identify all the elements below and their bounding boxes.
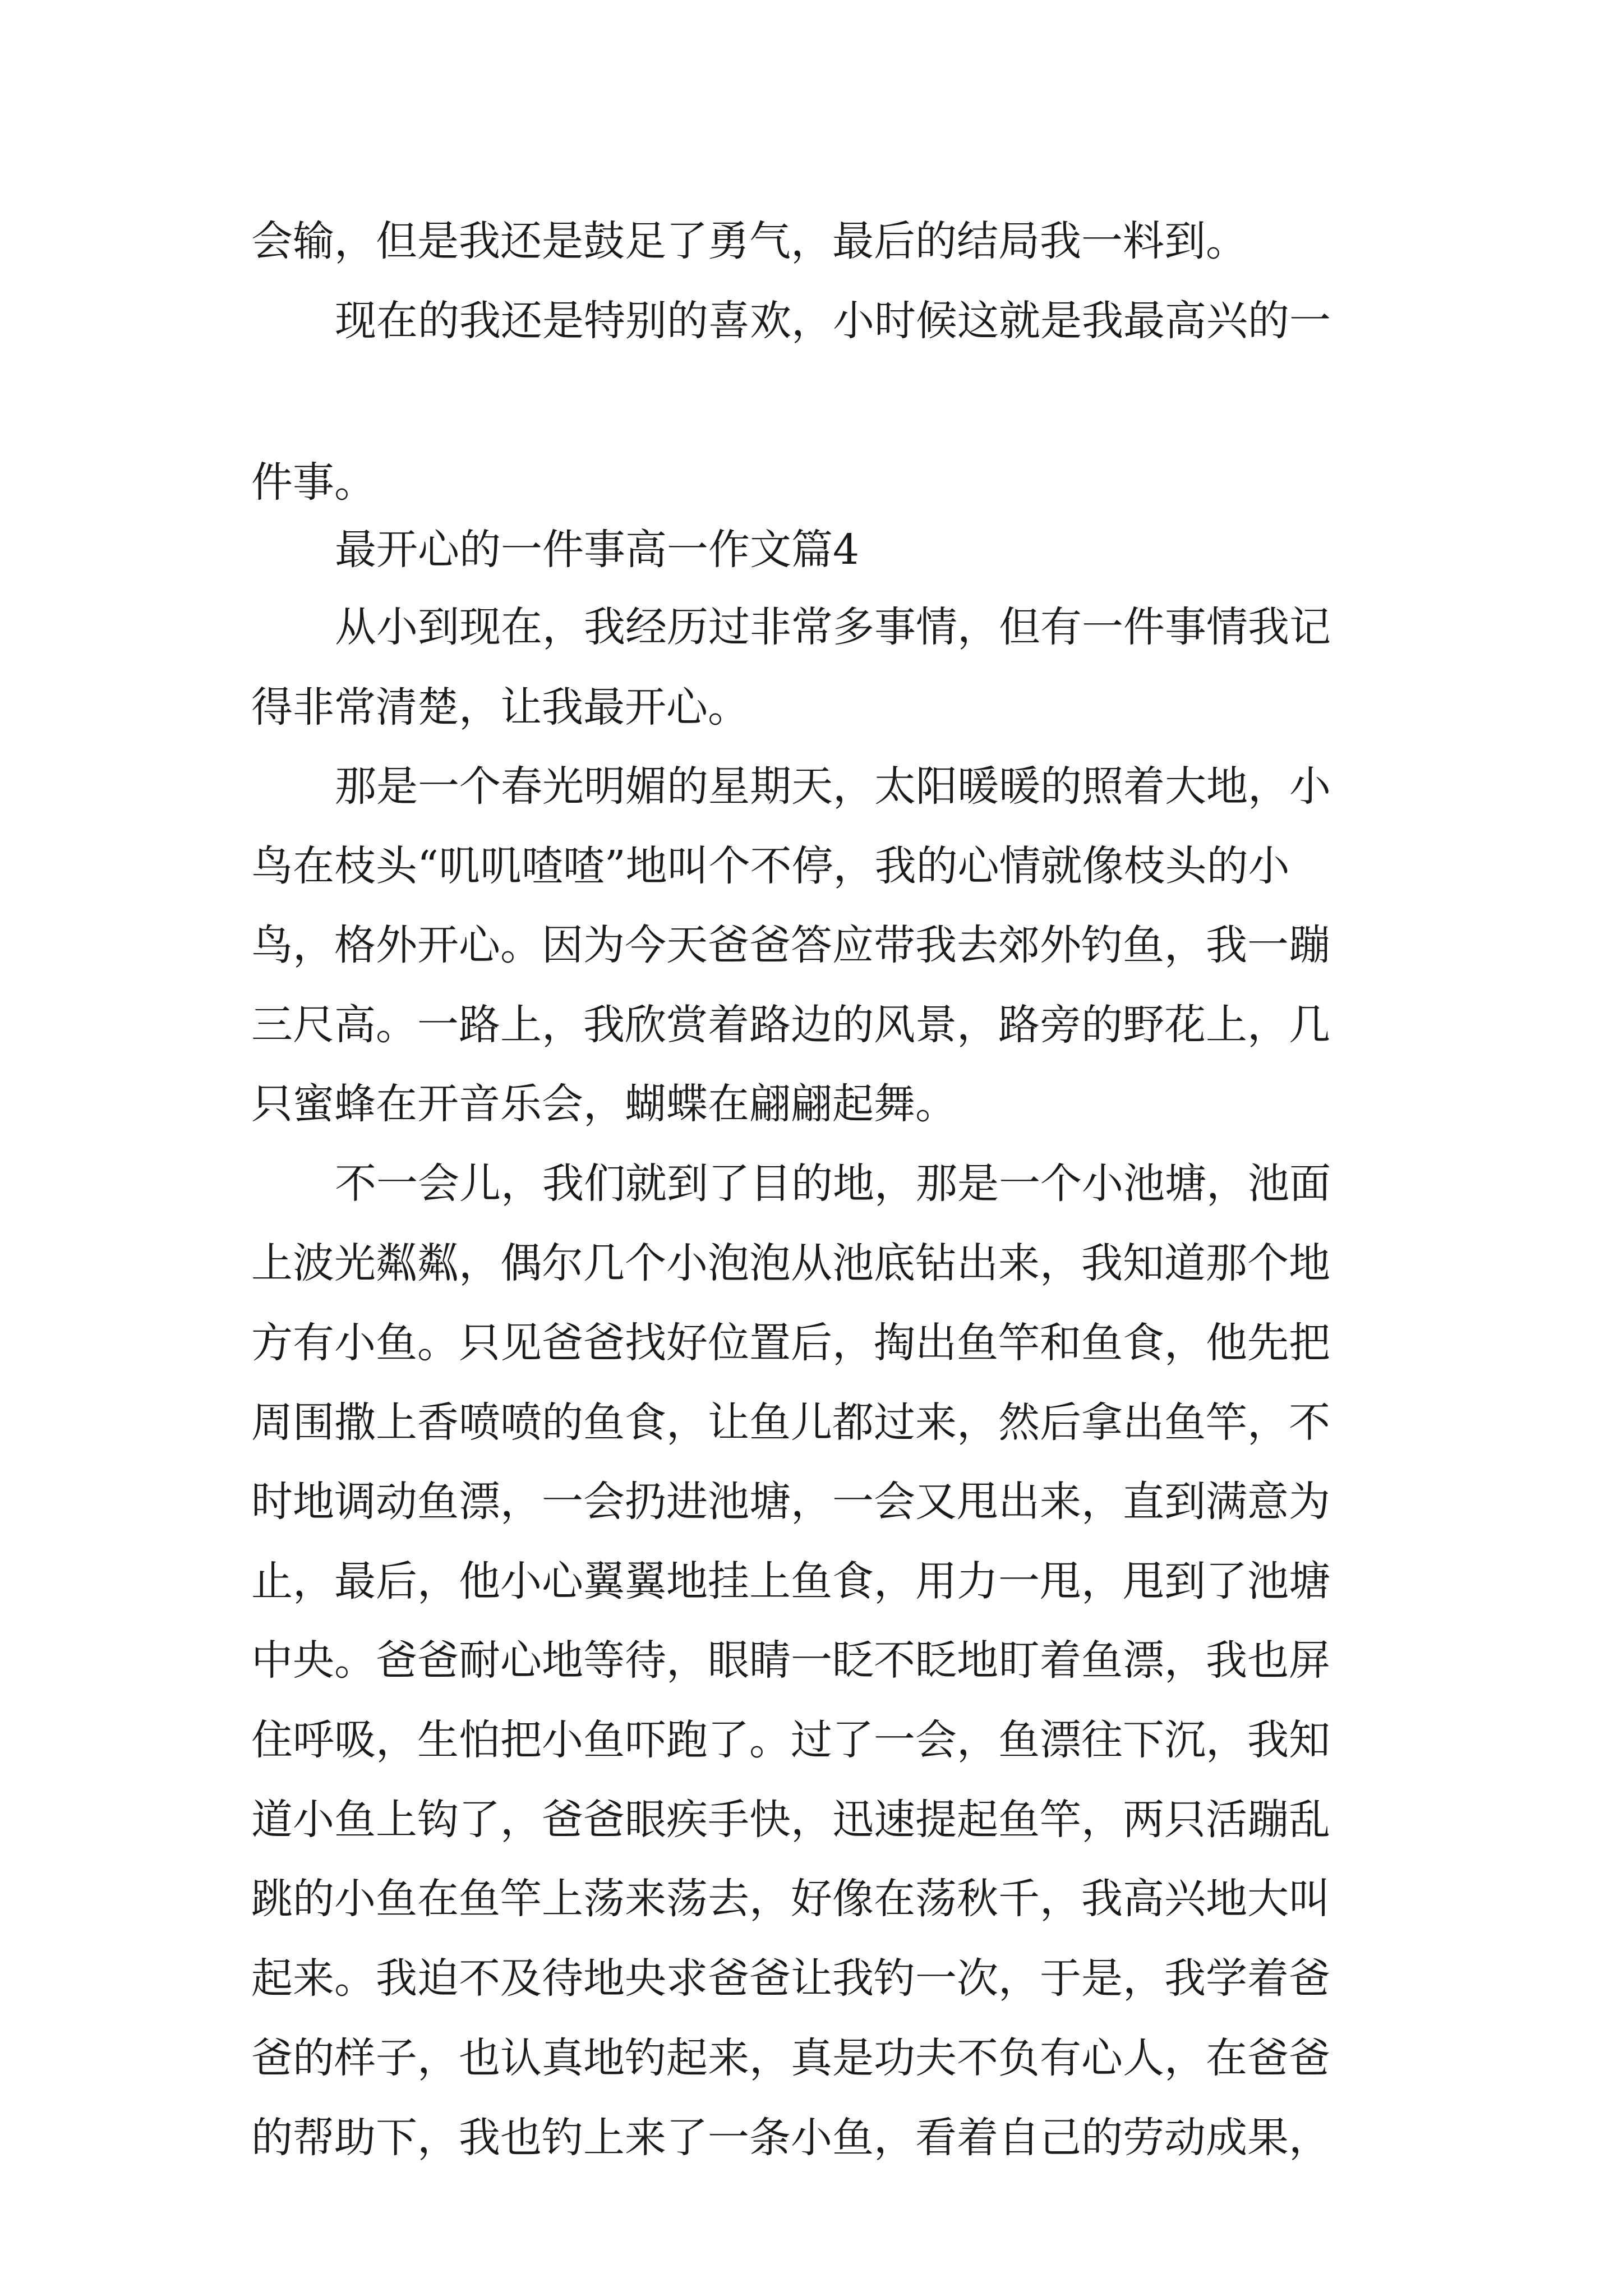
text-line: 止，最后，他小心翼翼地挂上鱼食，用力一甩，甩到了池塘 xyxy=(251,1557,1330,1605)
text-line: 三尺高。一路上，我欣赏着路边的风景，路旁的野花上，几 xyxy=(251,1001,1330,1049)
text-line: 中央。爸爸耐心地等待，眼睛一眨不眨地盯着鱼漂，我也屏 xyxy=(251,1636,1330,1685)
text-line: 住呼吸，生怕把小鱼吓跑了。过了一会，鱼漂往下沉，我知 xyxy=(251,1716,1330,1764)
text-line: 方有小鱼。只见爸爸找好位置后，掏出鱼竿和鱼食，他先把 xyxy=(251,1319,1330,1367)
text-line: 周围撒上香喷喷的鱼食，让鱼儿都过来，然后拿出鱼竿，不 xyxy=(251,1398,1330,1447)
paragraph-first-line: 不一会儿，我们就到了目的地，那是一个小池塘，池面 xyxy=(335,1159,1331,1208)
text-line: 鸟，格外开心。因为今天爸爸答应带我去郊外钓鱼，我一蹦 xyxy=(251,921,1330,969)
text-line: 只蜜蜂在开音乐会，蝴蝶在翩翩起舞。 xyxy=(251,1080,957,1128)
text-line: 道小鱼上钩了，爸爸眼疾手快，迅速提起鱼竿，两只活蹦乱 xyxy=(251,1796,1330,1844)
paragraph-first-line: 那是一个春光明媚的星期天，太阳暖暖的照着大地，小 xyxy=(335,762,1331,811)
text-line: 上波光粼粼，偶尔几个小泡泡从池底钻出来，我知道那个地 xyxy=(251,1239,1330,1287)
text-line: 件事。 xyxy=(251,458,376,507)
text-line: 鸟在枝头“叽叽喳喳”地叫个不停，我的心情就像枝头的小 xyxy=(251,842,1290,890)
text-line: 会输，但是我还是鼓足了勇气，最后的结局我一料到。 xyxy=(251,217,1247,265)
paragraph-first-line: 现在的我还是特别的喜欢，小时候这就是我最高兴的一 xyxy=(335,297,1331,345)
paragraph-first-line: 从小到现在，我经历过非常多事情，但有一件事情我记 xyxy=(335,603,1331,651)
text-line: 得非常清楚，让我最开心。 xyxy=(251,683,749,731)
text-line: 的帮助下，我也钓上来了一条小鱼，看着自己的劳动成果， xyxy=(251,2114,1330,2162)
text-line: 时地调动鱼漂，一会扔进池塘，一会又甩出来，直到满意为 xyxy=(251,1478,1330,1526)
text-line: 起来。我迫不及待地央求爸爸让我钓一次，于是，我学着爸 xyxy=(251,1954,1330,2003)
section-heading: 最开心的一件事高一作文篇4 xyxy=(335,526,860,574)
text-line: 跳的小鱼在鱼竿上荡来荡去，好像在荡秋千，我高兴地大叫 xyxy=(251,1875,1330,1923)
text-line: 爸的样子，也认真地钓起来，真是功夫不负有心人，在爸爸 xyxy=(251,2034,1330,2082)
